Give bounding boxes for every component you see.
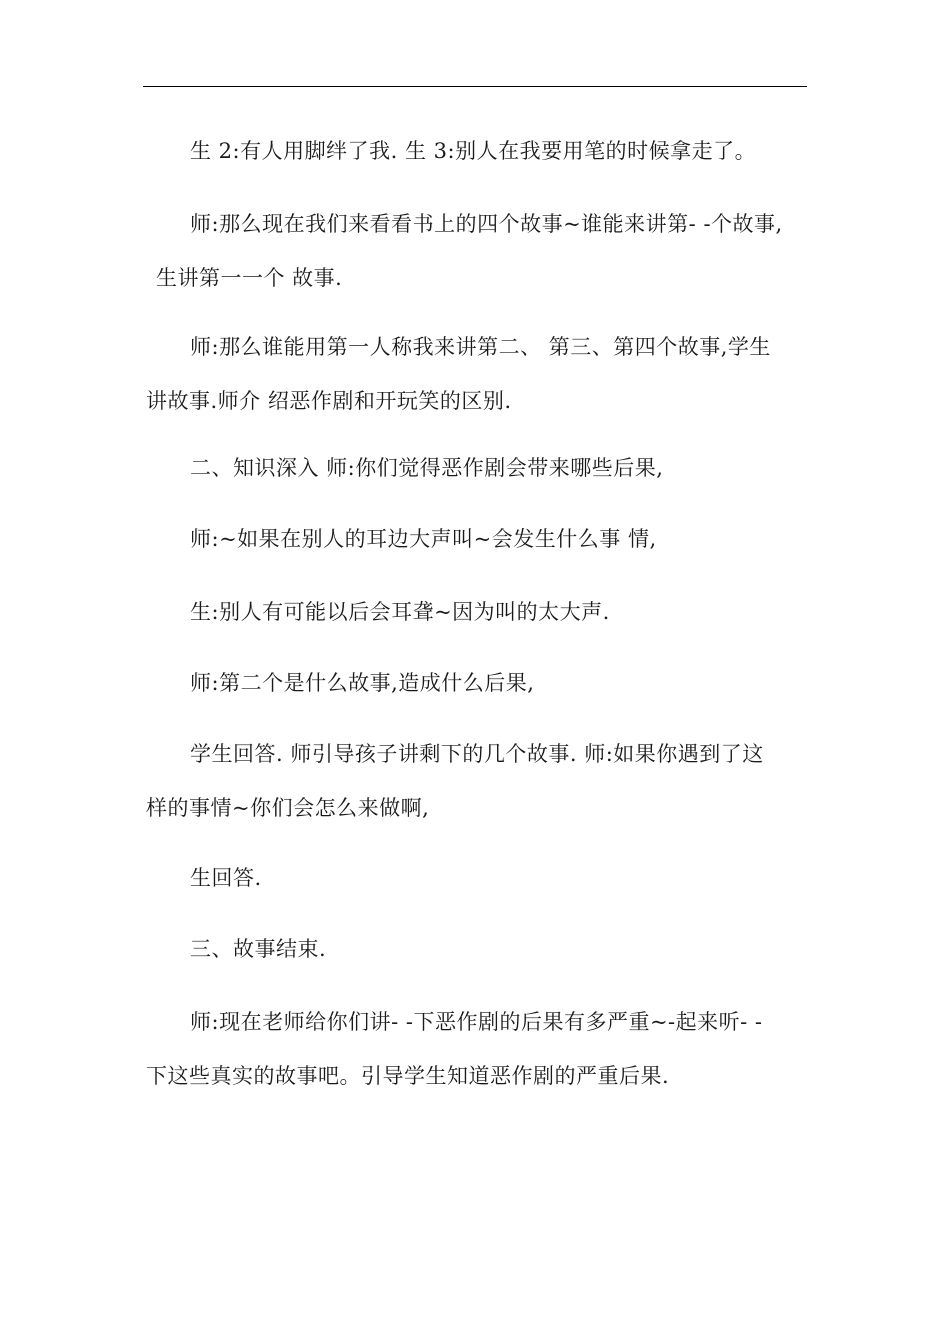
text-line: 学生回答. 师引导孩子讲剩下的几个故事. 师:如果你遇到了这 <box>190 742 764 766</box>
paragraph-11 <box>146 995 810 1103</box>
text-line: 师:那么谁能用第一人称我来讲第二、 第三、第四个故事,学生 <box>190 335 771 359</box>
paragraph-3 <box>146 320 810 428</box>
paragraph-6 <box>146 585 810 639</box>
paragraph-1 <box>146 124 810 178</box>
text-line: 师:~如果在别人的耳边大声叫~会发生什么事 情, <box>190 527 657 551</box>
paragraph-5 <box>146 512 810 566</box>
text-line: 样的事情~你们会怎么来做啊, <box>146 796 430 820</box>
text-line: 师:现在老师给你们讲- -下恶作剧的后果有多严重~-起来听- - <box>190 1010 763 1034</box>
text-line: 师:第二个是什么故事,造成什么后果, <box>190 671 535 695</box>
text-line: 讲故事.师介 绍恶作剧和开玩笑的区别. <box>146 389 512 413</box>
text-line: 生回答. <box>190 866 262 890</box>
paragraph-4 <box>146 441 810 495</box>
text-line: 生讲第一一个 故事. <box>156 266 343 290</box>
text-line: 二、知识深入 师:你们觉得恶作剧会带来哪些后果, <box>190 456 664 480</box>
paragraph-7 <box>146 656 810 710</box>
paragraph-10 <box>146 922 810 976</box>
text-line: 三、故事结束. <box>190 937 327 961</box>
header-rule <box>143 86 807 87</box>
paragraph-8 <box>146 727 810 835</box>
paragraph-2 <box>146 197 810 305</box>
text-line: 生 2:有人用脚绊了我. 生 3:别人在我要用笔的时候拿走了。 <box>190 139 757 163</box>
paragraph-9 <box>146 851 810 905</box>
text-line: 师:那么现在我们来看看书上的四个故事~谁能来讲第- -个故事, <box>190 212 783 236</box>
text-line: 生:别人有可能以后会耳聋~因为叫的太大声. <box>190 600 610 624</box>
text-line: 下这些真实的故事吧。引导学生知道恶作剧的严重后果. <box>146 1064 670 1088</box>
